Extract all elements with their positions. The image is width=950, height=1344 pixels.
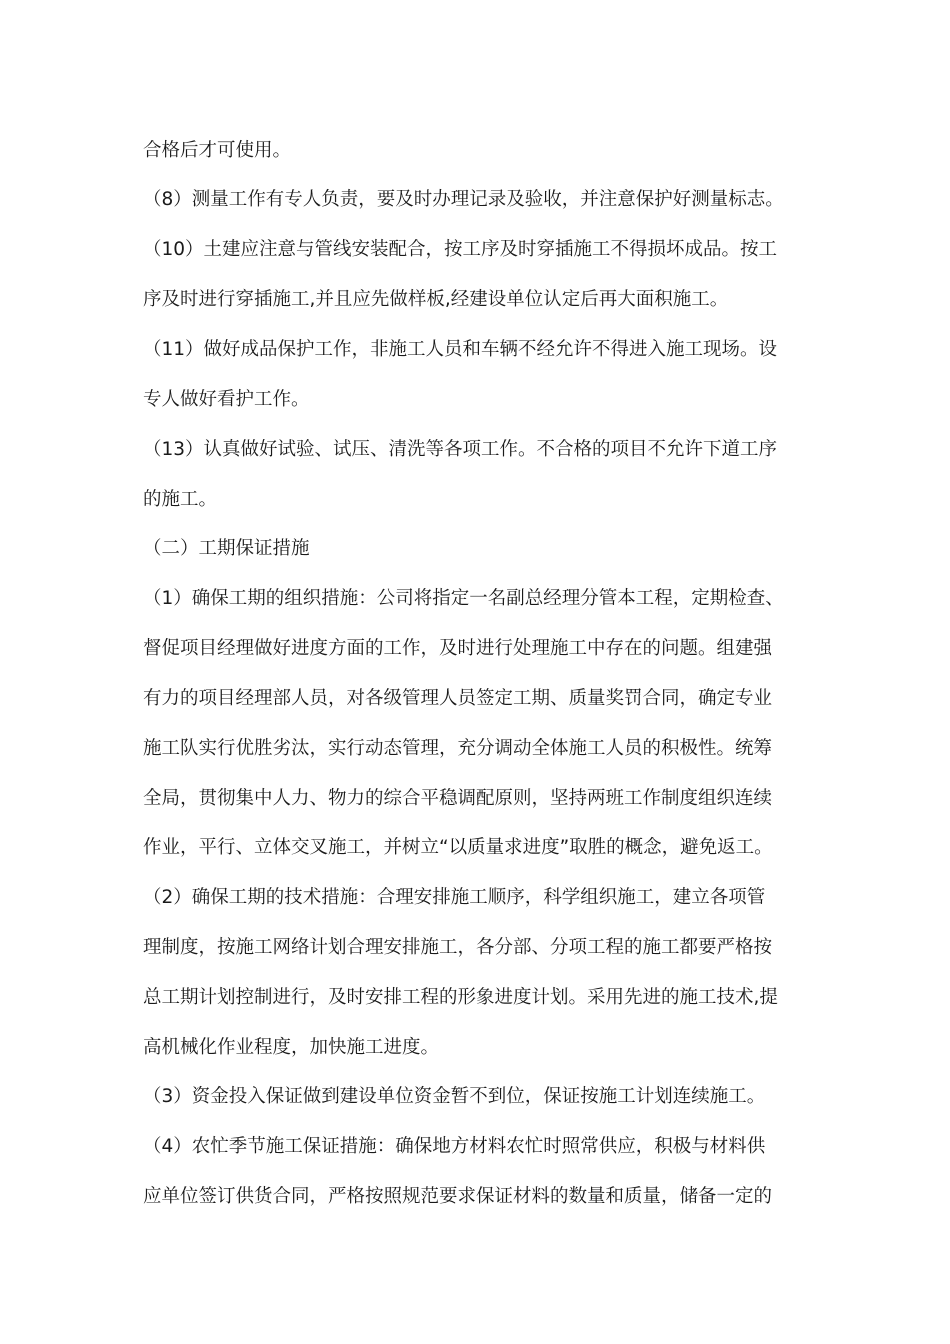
text-line: 高机械化作业程度，加快施工进度。 (143, 1037, 440, 1058)
text-line: 的施工。 (143, 489, 218, 510)
text-line: （13）认真做好试验、试压、清洗等各项工作。不合格的项目不允许下道工序 (143, 439, 778, 460)
text-line: 总工期计划控制进行，及时安排工程的形象进度计划。采用先进的施工技术,提 (143, 987, 778, 1008)
text-line: 序及时进行穿插施工,并且应先做样板,经建设单位认定后再大面积施工。 (143, 289, 729, 310)
text-line: 理制度，按施工网络计划合理安排施工，各分部、分项工程的施工都要严格按 (143, 937, 773, 958)
text-line: 专人做好看护工作。 (143, 389, 310, 410)
text-line: （1）确保工期的组织措施：公司将指定一名副总经理分管本工程，定期检查、 (143, 588, 784, 609)
text-line: 作业，平行、立体交叉施工，并树立“以质量求进度”取胜的概念，避免返工。 (143, 837, 773, 858)
text-line: 有力的项目经理部人员，对各级管理人员签定工期、质量奖罚合同，确定专业 (143, 688, 773, 709)
text-line: （11）做好成品保护工作，非施工人员和车辆不经允许不得进入施工现场。设 (143, 339, 778, 360)
text-line: 全局，贯彻集中人力、物力的综合平稳调配原则，坚持两班工作制度组织连续 (143, 788, 773, 809)
text-line: 合格后才可使用。 (143, 140, 292, 161)
text-line: （3）资金投入保证做到建设单位资金暂不到位，保证按施工计划连续施工。 (143, 1086, 766, 1107)
text-line: （10）土建应注意与管线安装配合，按工序及时穿插施工不得损坏成品。按工 (143, 239, 778, 260)
text-line: （4）农忙季节施工保证措施：确保地方材料农忙时照常供应，积极与材料供 (143, 1136, 766, 1157)
section-heading: （二）工期保证措施 (143, 538, 310, 559)
text-line: 应单位签订供货合同，严格按照规范要求保证材料的数量和质量，储备一定的 (143, 1186, 773, 1207)
text-line: （8）测量工作有专人负责，要及时办理记录及验收，并注意保护好测量标志。 (143, 189, 784, 210)
text-line: （2）确保工期的技术措施：合理安排施工顺序，科学组织施工，建立各项管 (143, 887, 766, 908)
text-line: 督促项目经理做好进度方面的工作，及时进行处理施工中存在的问题。组建强 (143, 638, 773, 659)
text-line: 施工队实行优胜劣汰，实行动态管理，充分调动全体施工人员的积极性。统筹 (143, 738, 773, 759)
